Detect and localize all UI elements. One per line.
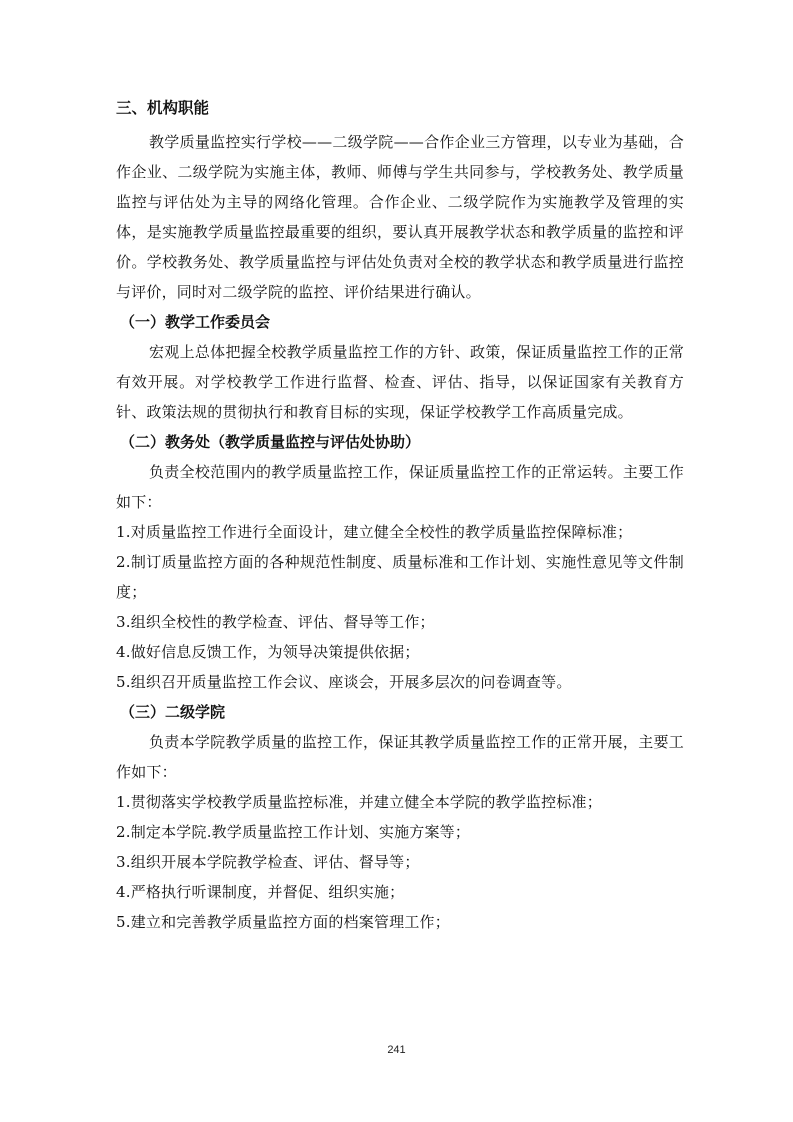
list-item: 5.建立和完善教学质量监控方面的档案管理工作； bbox=[116, 913, 450, 931]
page-content bbox=[116, 90, 684, 937]
section-teaching-committee bbox=[116, 307, 684, 427]
section-secondary-college bbox=[116, 697, 684, 937]
section-paragraph: 负责全校范围内的教学质量监控工作，保证质量监控工作的正常运转。主要工作如下： bbox=[116, 463, 684, 511]
section-heading: （三）二级学院 bbox=[120, 703, 226, 721]
section-heading: （一）教学工作委员会 bbox=[120, 313, 271, 331]
list-item: 3.组织全校性的教学检查、评估、督导等工作； bbox=[116, 613, 435, 631]
list-item: 2.制定本学院.教学质量监控工作计划、实施方案等； bbox=[116, 823, 471, 841]
list-item: 5.组织召开质量监控工作会议、座谈会，开展多层次的问卷调查等。 bbox=[116, 673, 572, 691]
list-item: 3.组织开展本学院教学检查、评估、督导等； bbox=[116, 853, 420, 871]
page-number: 241 bbox=[387, 1044, 406, 1056]
list-item: 2.制订质量监控方面的各种规范性制度、质量标准和工作计划、实施性意见等文件制度； bbox=[116, 553, 684, 601]
section-academic-affairs bbox=[116, 427, 684, 697]
section-paragraph: 负责本学院教学质量的监控工作，保证其教学质量监控工作的正常开展，主要工作如下： bbox=[116, 733, 684, 781]
list-item: 1.对质量监控工作进行全面设计，建立健全全校性的教学质量监控保障标准； bbox=[116, 523, 633, 541]
list-item: 1.贯彻落实学校教学质量监控标准，并建立健全本学院的教学监控标准； bbox=[116, 793, 602, 811]
list-item: 4.严格执行听课制度，并督促、组织实施； bbox=[116, 883, 405, 901]
list-item: 4.做好信息反馈工作，为领导决策提供依据； bbox=[116, 643, 420, 661]
section-title: 三、机构职能 bbox=[116, 99, 210, 117]
intro-paragraph: 教学质量监控实行学校——二级学院——合作企业三方管理，以专业为基础，合作企业、二级学院为实施主体，教师、师傅与学生共同参与，学校教务处、教学质量监控与评估处为主导的网络化管理。合作企业、二级学院作为实施教学及管理的实体，是实施教学质量监控最重要的组织，要认真开展教学状态和教学质量的监控和评价。学校教务处、教学质量监控与评估处负责对全校的教学状态和教学质量进行监控与评价，同时对二级学院的监控、评价结果进行确认。 bbox=[116, 133, 684, 301]
section-paragraph: 宏观上总体把握全校教学质量监控工作的方针、政策，保证质量监控工作的正常有效开展。对学校教学工作进行监督、检查、评估、指导，以保证国家有关教育方针、政策法规的贯彻执行和教育目标的实现，保证学校教学工作高质量完成。 bbox=[116, 343, 684, 421]
section-heading: （二）教务处（教学质量监控与评估处协助） bbox=[120, 433, 421, 451]
